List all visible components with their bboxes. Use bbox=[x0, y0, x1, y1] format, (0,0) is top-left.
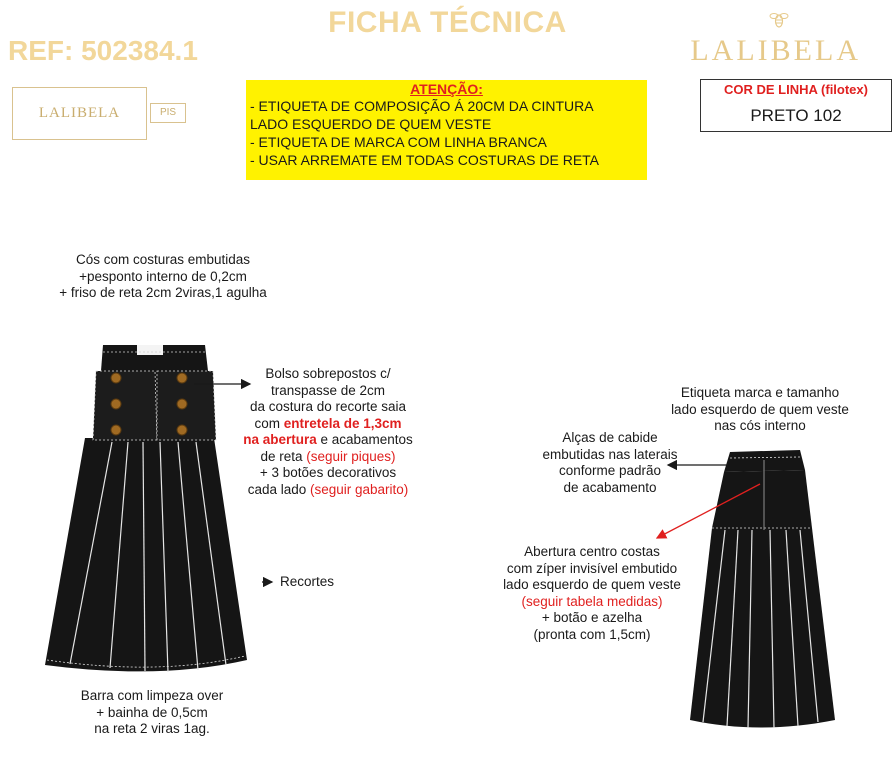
note-highlight: (seguir tabela medidas) bbox=[521, 593, 663, 609]
note-line bbox=[228, 432, 428, 449]
skirt-back-drawing bbox=[690, 450, 835, 728]
note-line: Alças de cabide bbox=[562, 430, 658, 445]
note-line: (pronta com 1,5cm) bbox=[533, 626, 651, 642]
waistband-note bbox=[48, 252, 278, 302]
note-highlight: na abertura bbox=[243, 432, 317, 447]
pocket-note bbox=[228, 366, 428, 498]
note-text: de reta bbox=[260, 448, 307, 464]
note-line: +pesponto interno de 0,2cm bbox=[79, 268, 247, 284]
warning-heading: ATENÇÃO: bbox=[410, 81, 483, 97]
warning-line: - ETIQUETA DE MARCA COM LINHA BRANCA bbox=[250, 134, 547, 150]
warning-line: LADO ESQUERDO DE QUEM VESTE bbox=[250, 116, 492, 132]
note-line: Etiqueta marca e tamanho bbox=[680, 385, 840, 400]
note-text: cada lado bbox=[247, 481, 310, 497]
reference-code: REF: 502384.1 bbox=[8, 35, 198, 66]
size-label-tag: PIS bbox=[150, 103, 186, 123]
note-line: transpasse de 2cm bbox=[270, 382, 386, 398]
document-title: FICHA TÉCNICA bbox=[328, 6, 567, 39]
note-line: Barra com limpeza over bbox=[80, 688, 224, 703]
note-line: + 3 botões decorativos bbox=[259, 465, 397, 480]
note-line: Bolso sobrepostos c/ bbox=[265, 366, 391, 381]
note-line: com zíper invisível embutido bbox=[506, 560, 678, 576]
note-line: nas cós interno bbox=[714, 418, 806, 433]
note-text: e acabamentos bbox=[316, 432, 413, 447]
thread-color-value: PRETO 102 bbox=[750, 106, 842, 125]
note-line: embutidas nas laterais bbox=[542, 446, 678, 462]
note-text: com bbox=[254, 415, 284, 431]
note-line: na reta 2 viras 1ag. bbox=[94, 721, 210, 736]
zipper-note bbox=[486, 544, 698, 643]
note-line: de acabamento bbox=[563, 479, 657, 495]
hem-note bbox=[52, 688, 252, 738]
note-line: + botão e azelha bbox=[541, 610, 643, 625]
thread-color-label: COR DE LINHA (filotex) bbox=[724, 82, 868, 97]
label-tag-brand: LALIBELA bbox=[38, 105, 121, 121]
note-line: conforme padrão bbox=[558, 463, 662, 478]
note-highlight: (seguir piques) bbox=[306, 448, 396, 464]
note-highlight: (seguir gabarito) bbox=[310, 481, 409, 497]
note-line: lado esquerdo de quem veste bbox=[503, 577, 681, 592]
note-highlight: entretela de 1,3cm bbox=[283, 415, 402, 431]
cuts-note: Recortes bbox=[280, 574, 335, 589]
note-line: lado esquerdo de quem veste bbox=[671, 401, 849, 417]
note-line: + friso de reta 2cm 2viras,1 agulha bbox=[59, 285, 267, 300]
note-line bbox=[228, 416, 428, 433]
note-line bbox=[228, 449, 428, 466]
skirt-front-drawing bbox=[45, 345, 247, 672]
note-line: + bainha de 0,5cm bbox=[96, 704, 208, 720]
hanger-loop-note bbox=[520, 430, 700, 496]
note-line: Abertura centro costas bbox=[524, 544, 660, 559]
note-line: Cós com costuras embutidas bbox=[75, 252, 251, 267]
warning-line: - USAR ARREMATE EM TODAS COSTURAS DE RETA bbox=[250, 152, 600, 168]
brand-logo: LALIBELA bbox=[690, 34, 861, 67]
note-line bbox=[228, 482, 428, 499]
warning-line: - ETIQUETA DE COMPOSIÇÃO Á 20CM DA CINTURA bbox=[250, 98, 594, 114]
note-line: da costura do recorte saia bbox=[249, 399, 407, 414]
brand-label-note bbox=[650, 385, 870, 435]
